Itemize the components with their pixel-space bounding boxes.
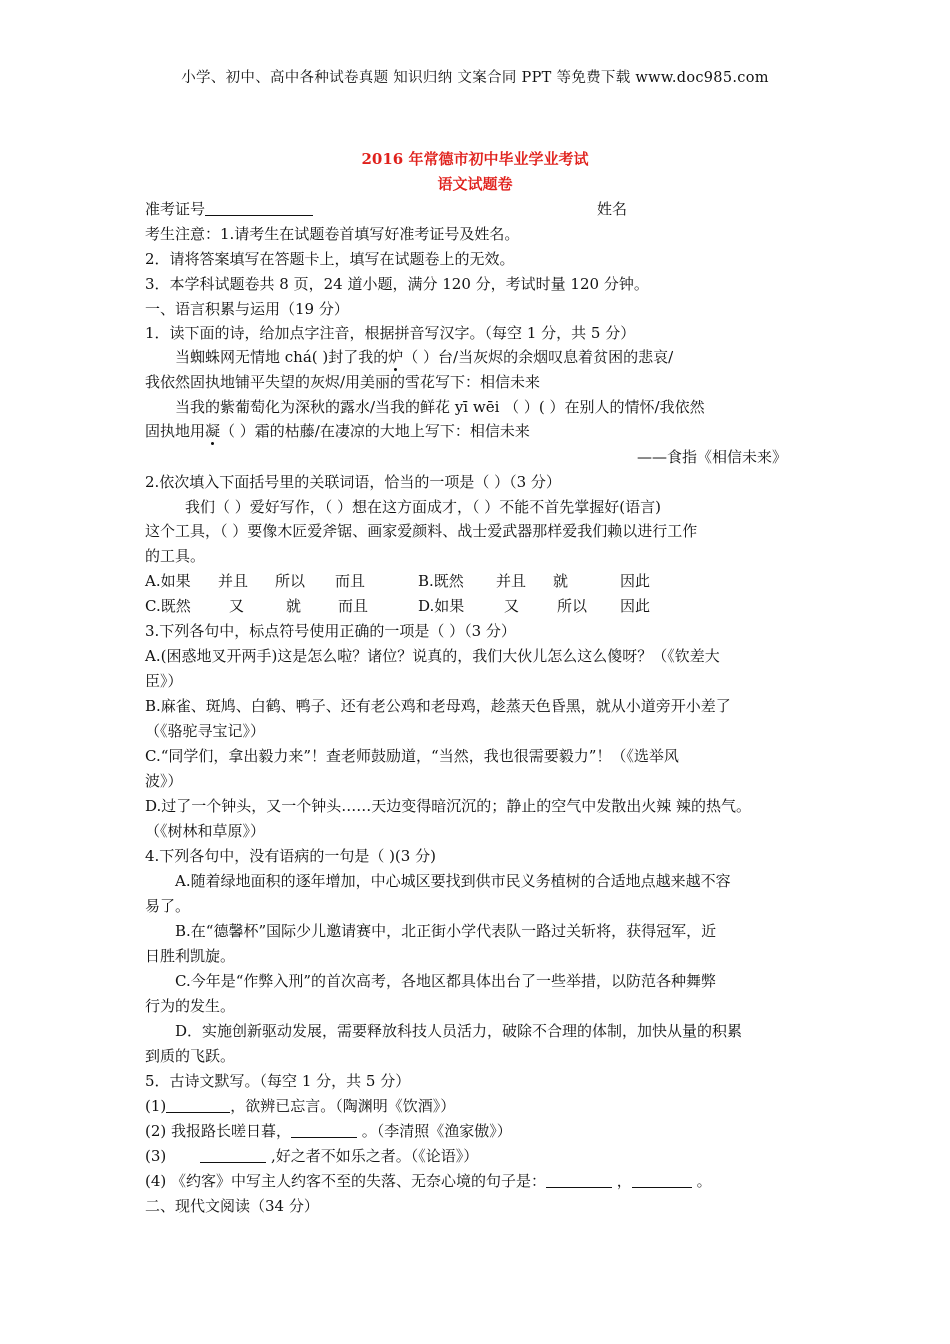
q1-poem-source: ——食指《相信未来》 [637, 448, 788, 466]
q5-answer-blank[interactable] [632, 1171, 692, 1188]
q5-item-1 [145, 1096, 455, 1116]
option-word: B.既然 [418, 572, 464, 590]
option-word: 就 [553, 572, 569, 590]
q1-poem-line-3: 当我的紫葡萄化为深秋的露水/当我的鲜花 yī wēi （ ）( ）在别人的情怀/我依然 [175, 398, 705, 416]
q1-poem-text: （ ）霜的枯藤/在凄凉的大地上写下：相信未来 [220, 422, 530, 440]
q4-option-d-line-1: D．实施创新驱动发展，需要释放科技人员活力，破除不合理的体制，加快从量的积累 [175, 1022, 743, 1040]
note-2: 2．请将答案填写在答题卡上，填写在试题卷上的无效。 [145, 250, 515, 268]
q3-option-d-line-2: （《树林和草原》） [145, 822, 266, 840]
q5-item-2 [145, 1121, 512, 1141]
option-word: D.如果 [418, 597, 465, 615]
q3-option-a-line-2: 臣》） [145, 672, 183, 690]
q2-option-a [145, 571, 417, 591]
section-2-heading: 二、现代文阅读（34 分） [145, 1197, 319, 1215]
exam-number-row [145, 199, 313, 219]
q3-option-d-line-1: D.过了一个钟头，又一个钟头……天边变得暗沉沉的；静止的空气中发散出火辣 辣的热气。 [145, 797, 752, 815]
q1-poem-text: （ ）台/当灰烬的余烟叹息着贫困的悲哀/ [403, 348, 674, 366]
q1-poem-line-4 [145, 421, 530, 441]
q2-passage-line-3: 的工具。 [145, 547, 206, 565]
option-word: 所以 [557, 597, 588, 615]
exam-number-field[interactable] [205, 199, 313, 216]
note-1: 考生注意：1.请考生在试题卷首填写好准考证号及姓名。 [145, 225, 520, 243]
option-word: 因此 [620, 597, 651, 615]
q4-option-b-line-2: 日胜利凯旋。 [145, 947, 236, 965]
q5-item-text: (3) [145, 1147, 167, 1165]
q5-item-text: ，欲辨已忘言。（陶渊明《饮酒》） [230, 1097, 456, 1115]
q5-item-text: (4) 《约客》中写主人约客不至的失落、无奈心境的句子是： [145, 1172, 547, 1190]
q1-poem-line-1 [175, 347, 673, 367]
q3-option-a-line-1: A.(困惑地叉开两手)这是怎么啦？诸位？说真的，我们大伙儿怎么这么傻呀？（《钦差大 [145, 647, 720, 665]
option-word: 因此 [620, 572, 651, 590]
q3-option-c-line-1: C.“同学们，拿出毅力来”！查老师鼓励道，“当然，我也很需要毅力”！（《选举风 [145, 747, 679, 765]
q3-option-b-line-2: （《骆驼寻宝记》） [145, 722, 266, 740]
q2-option-c [145, 596, 417, 616]
q1-dotted-char: 炉 [388, 348, 404, 366]
q5-answer-blank[interactable] [200, 1146, 266, 1163]
option-word: 并且 [218, 572, 249, 590]
option-word: 并且 [496, 572, 527, 590]
q5-stem: 5．古诗文默写。（每空 1 分，共 5 分） [145, 1072, 411, 1090]
q5-answer-blank[interactable] [546, 1171, 612, 1188]
q5-item-text: 。（李清照《渔家傲》） [357, 1122, 512, 1140]
q4-option-d-line-2: 到质的飞跃。 [145, 1047, 236, 1065]
q4-option-c-line-1: C.今年是“作弊入刑”的首次高考，各地区都具体出台了一些举措，以防范各种舞弊 [175, 972, 717, 990]
option-word: 就 [286, 597, 302, 615]
option-word: A.如果 [145, 572, 191, 590]
q2-option-b [418, 571, 660, 591]
exam-title: 2016 年常德市初中毕业学业考试 [361, 150, 589, 168]
q5-answer-blank[interactable] [166, 1096, 230, 1113]
q2-option-d [418, 596, 660, 616]
q4-option-c-line-2: 行为的发生。 [145, 997, 236, 1015]
q1-poem-line-2: 我依然固执地铺平失望的灰烬/用美丽的雪花写下：相信未来 [145, 373, 541, 391]
option-word: 所以 [275, 572, 306, 590]
q1-poem-text: 固执地用 [145, 422, 206, 440]
option-word: 又 [229, 597, 245, 615]
q3-stem: 3.下列各句中，标点符号使用正确的一项是（ ）（3 分） [145, 622, 516, 640]
q2-stem: 2.依次填入下面括号里的关联词语，恰当的一项是（ ）（3 分） [145, 473, 561, 491]
note-3: 3．本学科试题卷共 8 页，24 道小题，满分 120 分，考试时量 120 分钟。 [145, 275, 649, 293]
q3-option-c-line-2: 波》） [145, 772, 183, 790]
q5-item-4 [145, 1171, 712, 1191]
name-label: 姓名 [597, 200, 628, 218]
q4-option-a-line-1: A.随着绿地面积的逐年增加，中心城区要找到供市民义务植树的合适地点越来越不容 [175, 872, 731, 890]
q1-poem-text: 当蜘蛛网无情地 chá( )封了我的 [175, 348, 389, 366]
q4-option-b-line-1: B.在“德馨杯”国际少儿邀请赛中，北正街小学代表队一路过关斩将，获得冠军，近 [175, 922, 717, 940]
q4-option-a-line-2: 易了。 [145, 897, 191, 915]
exam-subtitle: 语文试题卷 [437, 175, 513, 193]
option-word: 又 [504, 597, 520, 615]
option-word: 而且 [338, 597, 369, 615]
page-header: 小学、初中、高中各种试卷真题 知识归纳 文案合同 PPT 等免费下载 www.doc985.com [181, 70, 769, 86]
q1-stem: 1．读下面的诗，给加点字注音，根据拼音写汉字。（每空 1 分，共 5 分） [145, 324, 636, 342]
q3-option-b-line-1: B.麻雀、斑鸠、白鹤、鸭子、还有老公鸡和老母鸡，趁蒸天色昏黑，就从小道旁开小差了 [145, 697, 731, 715]
exam-number-label: 准考证号 [145, 200, 206, 218]
q5-item-3 [145, 1146, 478, 1166]
option-word: 而且 [335, 572, 366, 590]
section-1-heading: 一、语言积累与运用（19 分） [145, 300, 349, 318]
q2-passage-line-1: 我们（ ）爱好写作，（ ）想在这方面成才，（ ）不能不首先掌握好(语言) [185, 498, 662, 516]
q4-stem: 4.下列各句中，没有语病的一句是（ )(3 分) [145, 847, 436, 865]
q5-item-text: ,好之者不如乐之者。（《论语》） [266, 1147, 479, 1165]
q5-item-text: (1) [145, 1097, 167, 1115]
q5-item-text: 。 [691, 1172, 712, 1190]
q5-item-text: ， [612, 1172, 632, 1190]
q5-answer-blank[interactable] [291, 1121, 357, 1138]
q1-dotted-char: 凝 [205, 422, 221, 440]
q2-passage-line-2: 这个工具，（ ）要像木匠爱斧锯、画家爱颜料、战士爱武器那样爱我们赖以进行工作 [145, 522, 698, 540]
option-word: C.既然 [145, 597, 191, 615]
q5-item-text: (2) 我报路长嗟日暮， [145, 1122, 292, 1140]
